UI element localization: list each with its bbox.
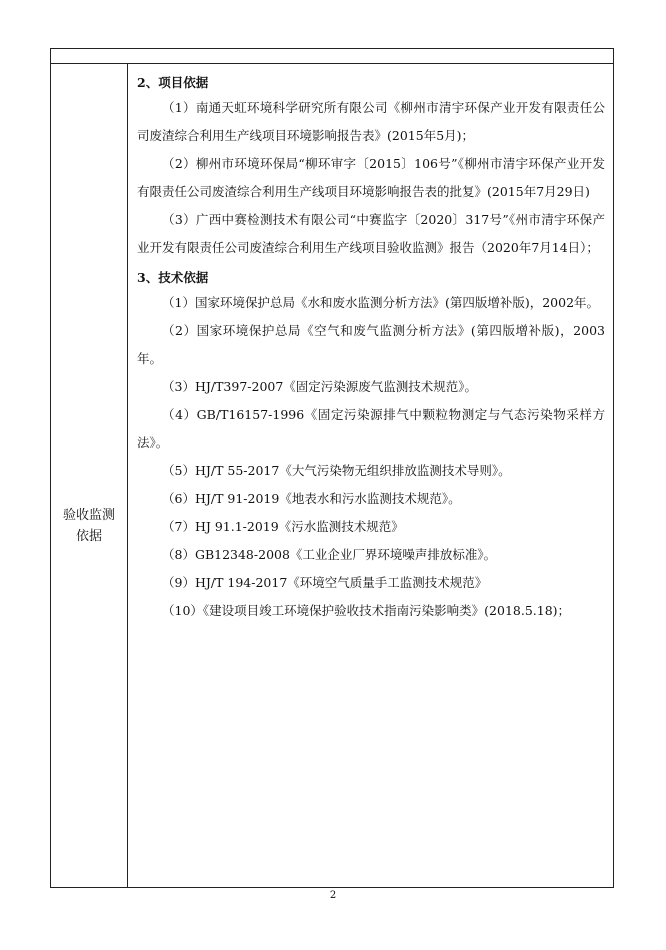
section-3-heading: 3、技术依据	[137, 270, 209, 285]
section-2-item-2: （2）柳州市环境环保局“柳环审字〔2015〕106号”《柳州市清宇环保产业开发有限责任公司废渣综合利用生产线项目环境影响报告表的批复》(2015年7月29日)	[137, 156, 605, 199]
document-table	[50, 48, 614, 888]
section-2-item-3: （3）广西中赛检测技术有限公司“中赛监字〔2020〕317号”《州市清宇环保产业开发有限责任公司废渣综合利用生产线项目验收监测》报告（2020年7月14日）；	[137, 212, 605, 255]
section-3-item-8: （8）GB12348-2008《工业企业厂界环境噪声排放标准》。	[162, 547, 497, 562]
section-3-item-6: （6）HJ/T 91-2019《地表水和污水监测技术规范》。	[162, 491, 461, 506]
row-label-line-1: 验收监测	[62, 508, 115, 523]
section-3-item-1: （1）国家环境保护总局《水和废水监测分析方法》(第四版增补版)，2002年。	[162, 295, 600, 310]
section-3-item-3: （3）HJ/T397-2007《固定污染源废气监测技术规范》。	[162, 379, 478, 394]
section-3-item-5: （5）HJ/T 55-2017《大气污染物无组织排放监测技术导则》。	[162, 463, 511, 478]
page-number: 2	[329, 890, 337, 901]
section-3-item-4: （4）GB/T16157-1996《固定污染源排气中颗粒物测定与气态污染物采样方法》。	[137, 407, 605, 450]
section-3-item-7: （7）HJ 91.1-2019《污水监测技术规范》	[162, 519, 404, 534]
section-2-heading: 2、项目依据	[137, 75, 209, 90]
section-3-item-9: （9）HJ/T 194-2017《环境空气质量手工监测技术规范》	[162, 575, 488, 590]
section-3-item-10: （10）《建设项目竣工环境保护验收技术指南污染影响类》(2018.5.18)；	[162, 603, 571, 618]
column-divider	[127, 63, 128, 887]
section-3-item-2: （2）国家环境保护总局《空气和废气监测分析方法》(第四版增补版)，2003年。	[137, 323, 605, 366]
content-cell	[137, 71, 605, 625]
row-label	[51, 505, 127, 547]
row-label-line-2: 依据	[75, 529, 102, 544]
section-2-item-1: （1）南通天虹环境科学研究所有限公司《柳州市清宇环保产业开发有限责任公司废渣综合利用生产线项目环境影响报告表》(2015年5月)；	[137, 100, 605, 143]
table-top-divider	[51, 63, 613, 64]
